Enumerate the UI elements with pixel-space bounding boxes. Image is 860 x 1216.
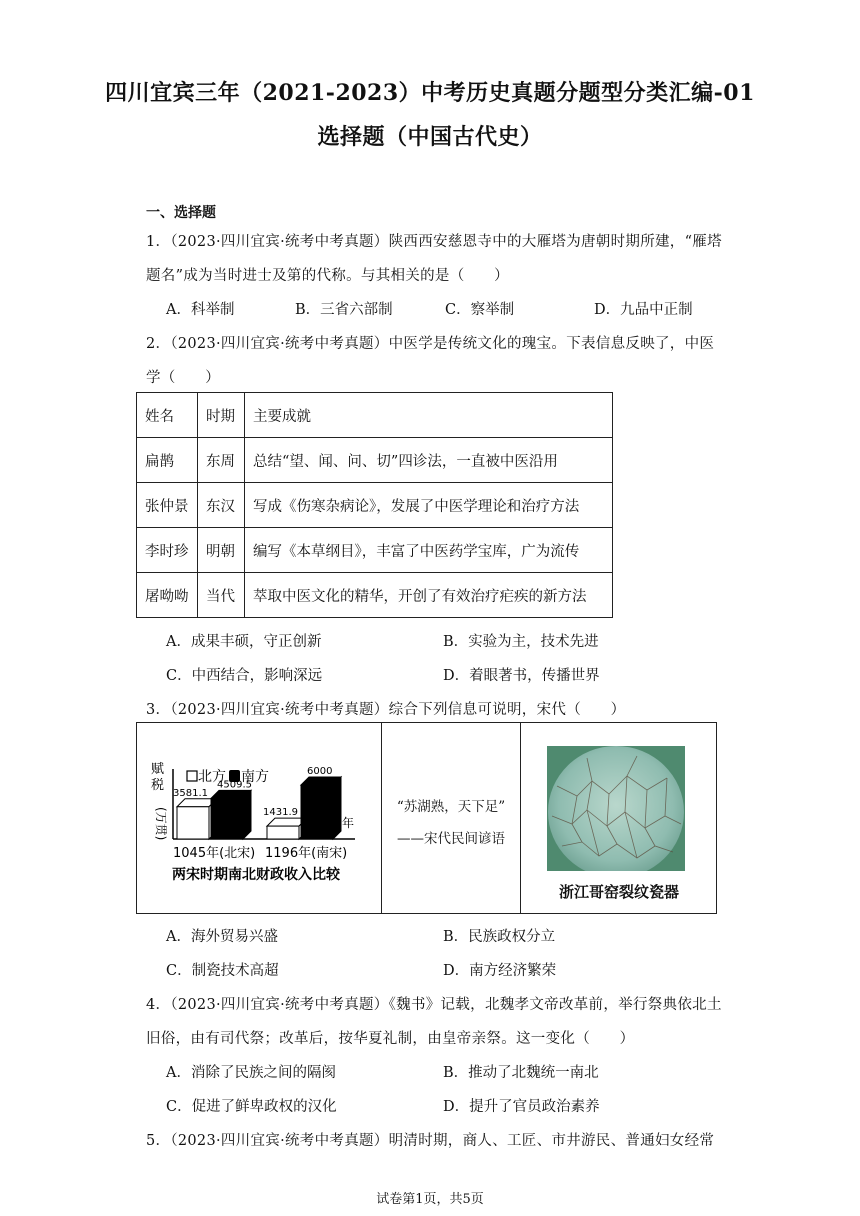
data-label: 6000 bbox=[307, 766, 333, 777]
q2-option-a: A．成果丰硕，守正创新 bbox=[166, 634, 322, 650]
q2-option-d: D．着眼著书，传播世界 bbox=[443, 668, 600, 684]
table-cell: 编写《本草纲目》，丰富了中医药学宝库，广为流传 bbox=[245, 528, 613, 573]
q4-option-a: A．消除了民族之间的隔阂 bbox=[166, 1065, 336, 1081]
table-cell: 东周 bbox=[198, 438, 245, 483]
legend-label-north: 北方 bbox=[198, 769, 226, 785]
porcelain-photo bbox=[547, 746, 685, 871]
q4-option-c: C．促进了鲜卑政权的汉化 bbox=[166, 1099, 337, 1115]
q1-option-a: A．科举制 bbox=[166, 302, 235, 318]
q2-option-c: C．中西结合，影响深远 bbox=[166, 668, 323, 684]
q3-stem-line1: 3．（2023·四川宜宾·统考中考真题）综合下列信息可说明，宋代（ ） bbox=[146, 702, 626, 718]
x-tick-label: 1196年(南宋) bbox=[265, 846, 348, 861]
y-axis-label-char: 税 bbox=[151, 778, 165, 793]
data-label: 3581.1 bbox=[173, 787, 208, 799]
q1-stem-line1: 1．（2023·四川宜宾·统考中考真题）陕西西安慈恩寺中的大雁塔为唐朝时期所建，“雁塔 bbox=[146, 234, 722, 250]
bar-north bbox=[267, 826, 299, 839]
x-axis-label: 年 bbox=[342, 816, 355, 830]
q3-material-box bbox=[136, 722, 717, 914]
table-cell: 总结“望、闻、问、切”四诊法，一直被中医沿用 bbox=[245, 438, 613, 483]
table-header-cell: 主要成就 bbox=[245, 393, 613, 438]
q1-option-c: C．察举制 bbox=[445, 302, 515, 318]
table-row bbox=[137, 528, 613, 573]
table-cell: 张仲景 bbox=[137, 483, 198, 528]
table-cell: 明朝 bbox=[198, 528, 245, 573]
q1-option-d: D．九品中正制 bbox=[594, 302, 693, 318]
chart-caption: 两宋时期南北财政收入比较 bbox=[172, 867, 340, 883]
table-cell: 写成《伤寒杂病论》，发展了中医学理论和治疗方法 bbox=[245, 483, 613, 528]
doc-title-line2: 选择题（中国古代史） bbox=[317, 124, 543, 150]
bar-south bbox=[211, 798, 243, 839]
bar-side-south bbox=[333, 777, 341, 839]
finance-bar-chart bbox=[137, 723, 381, 913]
crackle-porcelain-image bbox=[547, 746, 685, 871]
q3-option-d: D．南方经济繁荣 bbox=[443, 963, 557, 979]
medicine-table bbox=[136, 392, 613, 618]
q2-stem-line2: 学（ ） bbox=[146, 370, 220, 386]
porcelain-caption: 浙江哥窑裂纹瓷器 bbox=[558, 883, 679, 901]
y-axis-label-unit: (万贯) bbox=[154, 807, 168, 841]
doc-title-line1: 四川宜宾三年（2021-2023）中考历史真题分题型分类汇编-01 bbox=[105, 80, 755, 106]
q4-option-b: B．推动了北魏统一南北 bbox=[443, 1065, 599, 1081]
data-label: 1431.9 bbox=[263, 807, 298, 819]
section-heading: 一、选择题 bbox=[146, 205, 216, 221]
table-row bbox=[137, 483, 613, 528]
bar-side-south bbox=[243, 790, 251, 839]
q3-option-b: B．民族政权分立 bbox=[443, 929, 556, 945]
table-cell: 扁鹊 bbox=[137, 438, 198, 483]
table-row bbox=[137, 438, 613, 483]
legend-swatch-north bbox=[187, 771, 197, 781]
table-cell: 李时珍 bbox=[137, 528, 198, 573]
x-tick-label: 1045年(北宋) bbox=[173, 846, 256, 861]
y-axis-label-char: 赋 bbox=[151, 762, 165, 777]
q3-option-a: A．海外贸易兴盛 bbox=[166, 929, 278, 945]
bar-south bbox=[301, 785, 333, 839]
table-header-cell: 姓名 bbox=[137, 393, 198, 438]
q3-option-c: C．制瓷技术高超 bbox=[166, 963, 279, 979]
q4-stem-line1: 4．（2023·四川宜宾·统考中考真题）《魏书》记载，北魏孝文帝改革前，举行祭典依北土 bbox=[146, 997, 722, 1013]
q1-option-b: B．三省六部制 bbox=[295, 302, 393, 318]
proverb-source: ——宋代民间谚语 bbox=[397, 831, 505, 847]
data-label: 4509.5 bbox=[217, 779, 252, 791]
q1-stem-line2: 题名”成为当时进士及第的代称。与其相关的是（ ） bbox=[146, 268, 509, 284]
divider bbox=[381, 723, 382, 913]
q5-stem-line1: 5．（2023·四川宜宾·统考中考真题）明清时期，商人、工匠、市井游民、普通妇女经常 bbox=[146, 1133, 715, 1149]
proverb-quote: “苏湖熟，天下足” bbox=[396, 799, 506, 815]
table-cell: 东汉 bbox=[198, 483, 245, 528]
page-footer: 试卷第1页，共5页 bbox=[376, 1192, 484, 1207]
q4-stem-line2: 旧俗，由有司代祭；改革后，按华夏礼制，由皇帝亲祭。这一变化（ ） bbox=[146, 1031, 635, 1047]
table-cell: 当代 bbox=[198, 573, 245, 618]
table-header-cell: 时期 bbox=[198, 393, 245, 438]
q2-option-b: B．实验为主，技术先进 bbox=[443, 634, 599, 650]
table-row bbox=[137, 573, 613, 618]
bar-north bbox=[177, 807, 209, 839]
q4-option-d: D．提升了官员政治素养 bbox=[443, 1099, 600, 1115]
table-cell: 屠呦呦 bbox=[137, 573, 198, 618]
table-cell: 萃取中医文化的精华，开创了有效治疗疟疾的新方法 bbox=[245, 573, 613, 618]
q2-stem-line1: 2．（2023·四川宜宾·统考中考真题）中医学是传统文化的瑰宝。下表信息反映了，中医 bbox=[146, 336, 715, 352]
legend-label-south: 南方 bbox=[241, 769, 269, 785]
table-header-row bbox=[137, 393, 613, 438]
